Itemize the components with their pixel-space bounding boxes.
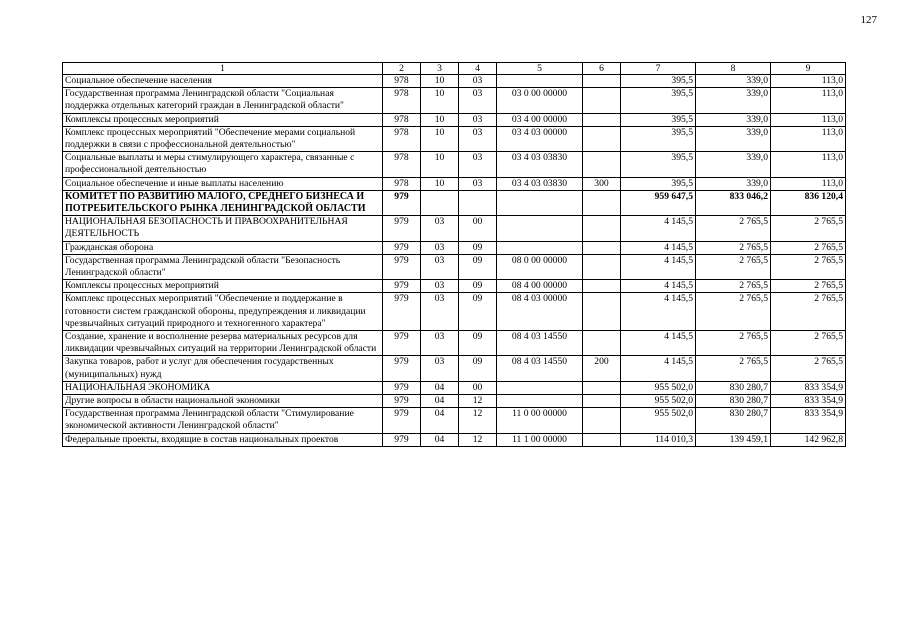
subsection-code [459, 190, 497, 215]
table-row [63, 88, 846, 113]
department-code: 979 [383, 241, 421, 254]
section-code: 03 [421, 293, 459, 331]
item-name: Комплекс процессных мероприятий "Обеспечение и поддержание в готовности систем гражданской обороны, предупреждения и ликвидации чрезвычайных ситуаций природного и техногенного характера" [63, 293, 383, 331]
target-article: 08 4 03 14550 [497, 356, 583, 381]
department-code: 978 [383, 126, 421, 151]
item-name: Закупка товаров, работ и услуг для обеспечения государственных (муниципальных) нужд [63, 356, 383, 381]
amount-year-3: 2 765,5 [771, 216, 846, 241]
department-code: 979 [383, 254, 421, 279]
expense-kind [583, 280, 621, 293]
amount-year-2: 339,0 [696, 177, 771, 190]
expense-kind [583, 75, 621, 88]
section-code: 10 [421, 75, 459, 88]
section-code: 10 [421, 126, 459, 151]
amount-year-2: 2 765,5 [696, 241, 771, 254]
amount-year-3: 836 120,4 [771, 190, 846, 215]
section-code: 03 [421, 280, 459, 293]
subsection-code: 09 [459, 331, 497, 356]
amount-year-2: 830 280,7 [696, 395, 771, 408]
expense-kind [583, 152, 621, 177]
department-code: 979 [383, 280, 421, 293]
subsection-code: 03 [459, 88, 497, 113]
section-code: 03 [421, 331, 459, 356]
amount-year-2: 2 765,5 [696, 356, 771, 381]
table-row [63, 216, 846, 241]
amount-year-1: 395,5 [621, 152, 696, 177]
amount-year-1: 114 010,3 [621, 433, 696, 446]
amount-year-3: 113,0 [771, 88, 846, 113]
amount-year-3: 113,0 [771, 75, 846, 88]
item-name: Гражданская оборона [63, 241, 383, 254]
department-code: 978 [383, 177, 421, 190]
header-cell: 4 [459, 63, 497, 75]
subsection-code: 09 [459, 280, 497, 293]
amount-year-3: 142 962,8 [771, 433, 846, 446]
target-article: 08 4 03 14550 [497, 331, 583, 356]
section-code: 04 [421, 381, 459, 394]
department-code: 978 [383, 113, 421, 126]
amount-year-2: 2 765,5 [696, 293, 771, 331]
item-name: Комплекс процессных мероприятий "Обеспечение мерами социальной поддержки в связи с профессиональной деятельностью" [63, 126, 383, 151]
expense-kind [583, 381, 621, 394]
section-code: 03 [421, 216, 459, 241]
table-row [63, 254, 846, 279]
section-code [421, 190, 459, 215]
item-name: Социальное обеспечение и иные выплаты населению [63, 177, 383, 190]
amount-year-2: 339,0 [696, 75, 771, 88]
subsection-code: 03 [459, 152, 497, 177]
item-name: Создание, хранение и восполнение резерва материальных ресурсов для ликвидации чрезвычайных ситуаций на территории Ленинградской области [63, 331, 383, 356]
department-code: 979 [383, 381, 421, 394]
item-name: Государственная программа Ленинградской области "Безопасность Ленинградской области" [63, 254, 383, 279]
table-row [63, 152, 846, 177]
header-cell: 3 [421, 63, 459, 75]
item-name: Другие вопросы в области национальной экономики [63, 395, 383, 408]
table-row [63, 126, 846, 151]
amount-year-1: 395,5 [621, 126, 696, 151]
amount-year-1: 395,5 [621, 113, 696, 126]
amount-year-3: 833 354,9 [771, 408, 846, 433]
department-code: 979 [383, 293, 421, 331]
amount-year-1: 4 145,5 [621, 241, 696, 254]
expense-kind [583, 190, 621, 215]
table-row [63, 356, 846, 381]
amount-year-2: 2 765,5 [696, 331, 771, 356]
expense-kind [583, 126, 621, 151]
target-article: 11 1 00 00000 [497, 433, 583, 446]
amount-year-2: 2 765,5 [696, 280, 771, 293]
subsection-code: 03 [459, 113, 497, 126]
header-cell: 7 [621, 63, 696, 75]
item-name: Федеральные проекты, входящие в состав национальных проектов [63, 433, 383, 446]
amount-year-1: 4 145,5 [621, 254, 696, 279]
subsection-code: 12 [459, 408, 497, 433]
amount-year-1: 4 145,5 [621, 356, 696, 381]
subsection-code: 09 [459, 293, 497, 331]
amount-year-2: 339,0 [696, 88, 771, 113]
table-row [63, 395, 846, 408]
target-article: 08 4 03 00000 [497, 293, 583, 331]
section-code: 04 [421, 433, 459, 446]
amount-year-3: 2 765,5 [771, 254, 846, 279]
amount-year-2: 2 765,5 [696, 216, 771, 241]
header-cell: 1 [63, 63, 383, 75]
section-code: 03 [421, 241, 459, 254]
target-article: 03 4 00 00000 [497, 113, 583, 126]
header-cell: 6 [583, 63, 621, 75]
department-code: 978 [383, 75, 421, 88]
amount-year-2: 833 046,2 [696, 190, 771, 215]
budget-table [62, 62, 846, 447]
header-cell: 2 [383, 63, 421, 75]
department-code: 979 [383, 408, 421, 433]
item-name: НАЦИОНАЛЬНАЯ ЭКОНОМИКА [63, 381, 383, 394]
amount-year-3: 833 354,9 [771, 395, 846, 408]
section-code: 10 [421, 113, 459, 126]
item-name: Социальное обеспечение населения [63, 75, 383, 88]
section-code: 10 [421, 152, 459, 177]
amount-year-1: 4 145,5 [621, 280, 696, 293]
expense-kind: 300 [583, 177, 621, 190]
amount-year-2: 830 280,7 [696, 408, 771, 433]
amount-year-1: 959 647,5 [621, 190, 696, 215]
amount-year-2: 339,0 [696, 126, 771, 151]
department-code: 979 [383, 356, 421, 381]
item-name: НАЦИОНАЛЬНАЯ БЕЗОПАСНОСТЬ И ПРАВООХРАНИТЕЛЬНАЯ ДЕЯТЕЛЬНОСТЬ [63, 216, 383, 241]
subsection-code: 09 [459, 254, 497, 279]
amount-year-3: 113,0 [771, 152, 846, 177]
table-row [63, 177, 846, 190]
amount-year-3: 2 765,5 [771, 241, 846, 254]
table-row [63, 75, 846, 88]
amount-year-1: 4 145,5 [621, 293, 696, 331]
amount-year-3: 113,0 [771, 177, 846, 190]
subsection-code: 00 [459, 216, 497, 241]
subsection-code: 09 [459, 241, 497, 254]
section-code: 10 [421, 88, 459, 113]
amount-year-1: 955 502,0 [621, 381, 696, 394]
section-code: 04 [421, 408, 459, 433]
table-row [63, 280, 846, 293]
department-code: 978 [383, 88, 421, 113]
amount-year-1: 4 145,5 [621, 331, 696, 356]
target-article [497, 241, 583, 254]
expense-kind [583, 113, 621, 126]
amount-year-1: 955 502,0 [621, 395, 696, 408]
item-name: КОМИТЕТ ПО РАЗВИТИЮ МАЛОГО, СРЕДНЕГО БИЗНЕСА И ПОТРЕБИТЕЛЬСКОГО РЫНКА ЛЕНИНГРАДСКОЙ ОБЛАСТИ [63, 190, 383, 215]
target-article: 03 4 03 03830 [497, 177, 583, 190]
expense-kind: 200 [583, 356, 621, 381]
target-article [497, 381, 583, 394]
target-article: 11 0 00 00000 [497, 408, 583, 433]
subsection-code: 03 [459, 126, 497, 151]
target-article [497, 190, 583, 215]
department-code: 978 [383, 152, 421, 177]
header-cell: 8 [696, 63, 771, 75]
header-cell: 9 [771, 63, 846, 75]
amount-year-2: 2 765,5 [696, 254, 771, 279]
subsection-code: 03 [459, 75, 497, 88]
page-number: 127 [860, 14, 877, 26]
expense-kind [583, 331, 621, 356]
target-article [497, 75, 583, 88]
target-article: 03 4 03 03830 [497, 152, 583, 177]
table-header-row [63, 63, 846, 75]
table-row [63, 408, 846, 433]
department-code: 979 [383, 190, 421, 215]
target-article: 08 0 00 00000 [497, 254, 583, 279]
subsection-code: 12 [459, 395, 497, 408]
table-row [63, 293, 846, 331]
expense-kind [583, 408, 621, 433]
amount-year-1: 395,5 [621, 75, 696, 88]
section-code: 04 [421, 395, 459, 408]
table-row [63, 381, 846, 394]
target-article: 08 4 00 00000 [497, 280, 583, 293]
department-code: 979 [383, 395, 421, 408]
subsection-code: 09 [459, 356, 497, 381]
target-article: 03 4 03 00000 [497, 126, 583, 151]
amount-year-3: 833 354,9 [771, 381, 846, 394]
item-name: Комплексы процессных мероприятий [63, 280, 383, 293]
item-name: Социальные выплаты и меры стимулирующего характера, связанные с профессиональной деятельностью [63, 152, 383, 177]
expense-kind [583, 241, 621, 254]
amount-year-2: 339,0 [696, 113, 771, 126]
subsection-code: 03 [459, 177, 497, 190]
department-code: 979 [383, 433, 421, 446]
header-cell: 5 [497, 63, 583, 75]
section-code: 10 [421, 177, 459, 190]
amount-year-3: 2 765,5 [771, 331, 846, 356]
expense-kind [583, 433, 621, 446]
table-row [63, 433, 846, 446]
amount-year-3: 113,0 [771, 113, 846, 126]
amount-year-3: 113,0 [771, 126, 846, 151]
table-row [63, 113, 846, 126]
department-code: 979 [383, 216, 421, 241]
section-code: 03 [421, 254, 459, 279]
amount-year-2: 830 280,7 [696, 381, 771, 394]
amount-year-3: 2 765,5 [771, 280, 846, 293]
target-article: 03 0 00 00000 [497, 88, 583, 113]
amount-year-1: 4 145,5 [621, 216, 696, 241]
expense-kind [583, 293, 621, 331]
item-name: Государственная программа Ленинградской области "Социальная поддержка отдельных категорий граждан в Ленинградской области" [63, 88, 383, 113]
table-row [63, 190, 846, 215]
expense-kind [583, 216, 621, 241]
amount-year-3: 2 765,5 [771, 356, 846, 381]
table-row [63, 331, 846, 356]
section-code: 03 [421, 356, 459, 381]
expense-kind [583, 88, 621, 113]
amount-year-1: 395,5 [621, 177, 696, 190]
amount-year-3: 2 765,5 [771, 293, 846, 331]
subsection-code: 12 [459, 433, 497, 446]
amount-year-1: 395,5 [621, 88, 696, 113]
target-article [497, 216, 583, 241]
amount-year-2: 339,0 [696, 152, 771, 177]
target-article [497, 395, 583, 408]
expense-kind [583, 395, 621, 408]
subsection-code: 00 [459, 381, 497, 394]
item-name: Государственная программа Ленинградской области "Стимулирование экономической активности Ленинградской области" [63, 408, 383, 433]
amount-year-1: 955 502,0 [621, 408, 696, 433]
expense-kind [583, 254, 621, 279]
amount-year-2: 139 459,1 [696, 433, 771, 446]
department-code: 979 [383, 331, 421, 356]
item-name: Комплексы процессных мероприятий [63, 113, 383, 126]
table-row [63, 241, 846, 254]
